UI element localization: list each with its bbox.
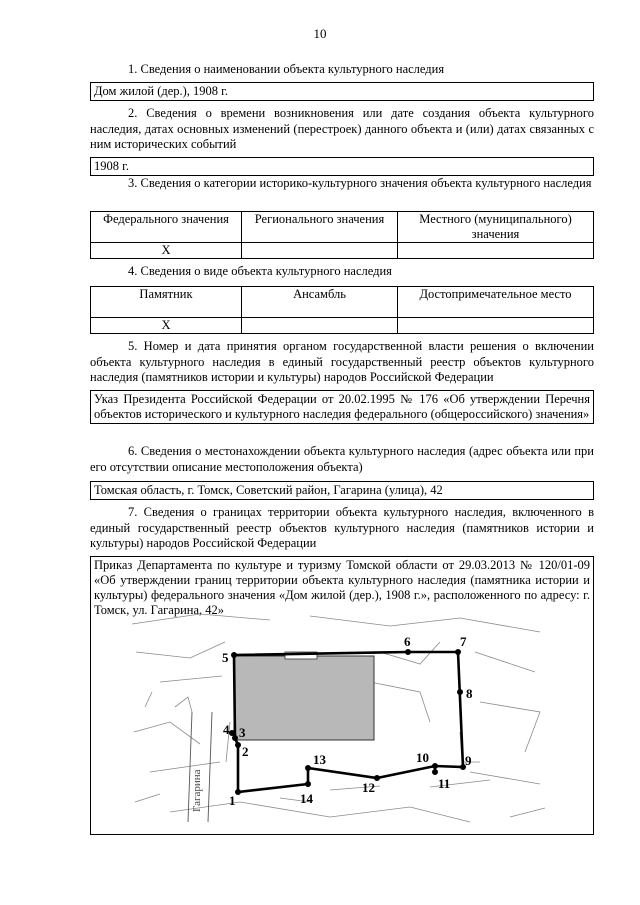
boundary-map <box>130 612 550 830</box>
point-label-14: 14 <box>300 791 313 806</box>
point-label-11: 11 <box>438 776 451 791</box>
section-6-value: Томская область, г. Томск, Советский район, Гагарина (улица), 42 <box>90 481 594 500</box>
street-label: Гагарина <box>191 769 203 812</box>
point-label-5: 5 <box>222 650 229 665</box>
point-label-1: 1 <box>229 793 236 808</box>
page-number: 10 <box>313 26 327 41</box>
section-5-heading: 5. Номер и дата принятия органом государственной власти решения о включении объекта культурного наследия в единый государственный реестр объектов культурного наследия (памятников истории и культуры) народов Российской Федерации <box>90 339 594 384</box>
point-2 <box>235 742 241 748</box>
point-label-6: 6 <box>404 634 411 649</box>
point-label-2: 2 <box>242 744 249 759</box>
point-label-13: 13 <box>313 752 326 767</box>
point-4 <box>229 730 235 736</box>
point-label-9: 9 <box>465 753 472 768</box>
section-1-heading: 1. Сведения о наименовании объекта культурного наследия <box>128 62 445 76</box>
point-label-10: 10 <box>416 750 429 765</box>
category-mark-regional <box>242 243 398 259</box>
point-5 <box>231 652 237 658</box>
section-5-value: Указ Президента Российской Федерации от 20.02.1995 № 176 «Об утверждении Перечня объектов исторического и культурного наследия федерального (общероссийского) значения» <box>90 390 594 424</box>
category-header-federal: Федерального значения <box>91 212 242 243</box>
point-3 <box>232 735 238 741</box>
point-label-3: 3 <box>239 725 246 740</box>
point-label-4: 4 <box>223 722 230 737</box>
point-14 <box>305 781 311 787</box>
point-label-7: 7 <box>460 634 467 649</box>
type-header-monument: Памятник <box>91 287 242 318</box>
category-mark-local <box>398 243 594 259</box>
category-mark-federal: X <box>91 243 242 259</box>
section-7-value: Приказ Департамента по культуре и туризму Томской области от 29.03.2013 № 120/01-09 «Об утверждении границ территории объекта культурного наследия (памятника истории и культуры) федерального значения «Дом жилой (дер.), 1908 г.», расположенного по адресу: г. Томск, ул. Гагарина, 42» <box>94 558 590 617</box>
type-header-place: Достопримечательное место <box>398 287 594 318</box>
type-mark-ensemble <box>242 318 398 334</box>
point-label-12: 12 <box>362 780 375 795</box>
type-header-ensemble: Ансамбль <box>242 287 398 318</box>
section-7-heading: 7. Сведения о границах территории объекта культурного наследия, включенного в единый государственный реестр объектов культурного наследия (памятников истории и культуры) народов Российской Федерации <box>90 505 594 550</box>
section-3-heading: 3. Сведения о категории историко-культурного значения объекта культурного наследия <box>128 176 592 190</box>
section-6-heading: 6. Сведения о местонахождении объекта культурного наследия (адрес объекта или при его отсутствии описание местоположения объекта) <box>90 444 594 474</box>
point-8 <box>457 689 463 695</box>
type-table <box>90 286 594 334</box>
category-header-local: Местного (муниципального) значения <box>398 212 594 243</box>
heritage-building <box>234 656 374 740</box>
section-2-value: 1908 г. <box>90 157 594 176</box>
point-7 <box>455 649 461 655</box>
category-header-regional: Регионального значения <box>242 212 398 243</box>
point-11 <box>432 769 438 775</box>
point-6 <box>405 649 411 655</box>
point-label-8: 8 <box>466 686 473 701</box>
type-mark-place <box>398 318 594 334</box>
section-2-heading: 2. Сведения о времени возникновения или дате создания объекта культурного наследия, датах основных изменений (перестроек) данного объекта и (или) датах связанных с ним исторических событий <box>90 106 594 151</box>
section-1-value: Дом жилой (дер.), 1908 г. <box>90 82 594 101</box>
category-table <box>90 211 594 259</box>
type-mark-monument: X <box>91 318 242 334</box>
point-1 <box>235 789 241 795</box>
point-10 <box>432 763 438 769</box>
section-4-heading: 4. Сведения о виде объекта культурного наследия <box>128 264 392 278</box>
point-13 <box>305 765 311 771</box>
